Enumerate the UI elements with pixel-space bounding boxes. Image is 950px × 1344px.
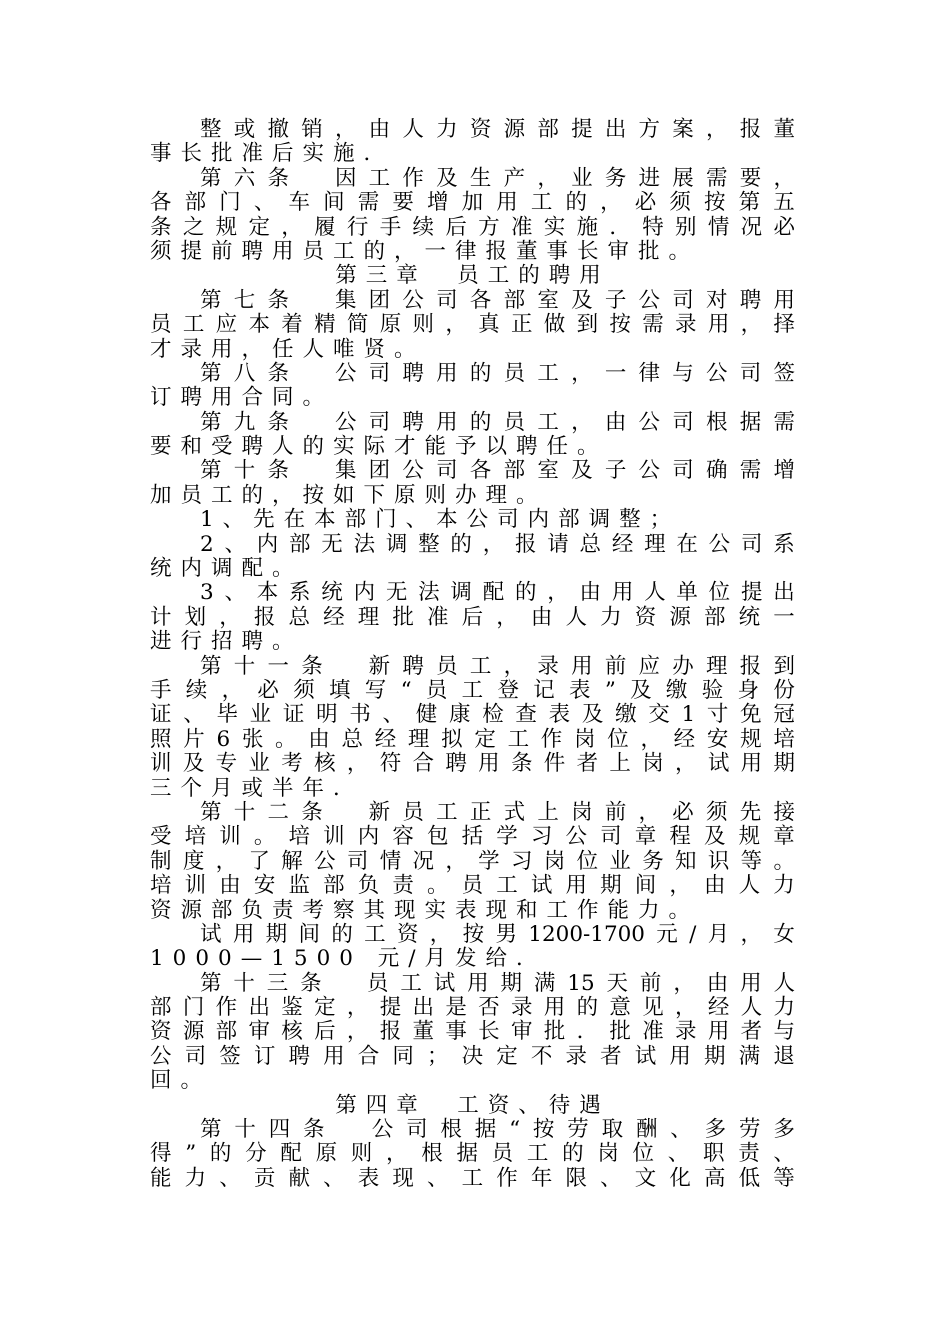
text-line: 第 十 二 条 新 员 工 正 式 上 岗 前 ， 必 须 先 接 bbox=[200, 799, 795, 825]
text-line: 培 训 由 安 监 部 负 责 。 员 工 试 用 期 间 ， 由 人 力 bbox=[150, 873, 795, 899]
text-line: 须提前聘用员工的，一律报董事长审批。 bbox=[150, 238, 700, 264]
text-line: 计 划 ， 报 总 经 理 批 准 后 ， 由 人 力 资 源 部 统 一 bbox=[150, 604, 795, 630]
chapter-heading: 第四章 工资、待遇 bbox=[335, 1092, 610, 1118]
text-line: 照 片 6 张 。 由 总 经 理 拟 定 工 作 岗 位 ， 经 安 规 培 bbox=[150, 726, 795, 752]
text-line: 证 、 毕 业 证 明 书 、 健 康 检 查 表 及 缴 交 1 寸 免 冠 bbox=[150, 702, 795, 728]
text-line: 条 之 规 定 ， 履 行 手 续 后 方 准 实 施 ． 特 别 情 况 必 bbox=[150, 214, 795, 240]
text-line: 第 八 条 公 司 聘 用 的 员 工 ， 一 律 与 公 司 签 bbox=[200, 360, 795, 386]
text-line: 第 十 条 集 团 公 司 各 部 室 及 子 公 司 确 需 增 bbox=[200, 458, 795, 484]
text-line: 订聘用合同。 bbox=[150, 385, 334, 411]
text-line: 第 七 条 集 团 公 司 各 部 室 及 子 公 司 对 聘 用 bbox=[200, 287, 795, 313]
text-line: 事长批准后实施． bbox=[150, 141, 395, 167]
text-line: 2 、 内 部 无 法 调 整 的 ， 报 请 总 经 理 在 公 司 系 bbox=[200, 531, 795, 557]
text-line: 公 司 签 订 聘 用 合 同 ； 决 定 不 录 者 试 用 期 满 退 bbox=[150, 1043, 795, 1069]
text-line: 资 源 部 审 核 后 ， 报 董 事 长 审 批 ． 批 准 录 用 者 与 bbox=[150, 1019, 795, 1045]
text-line: 第 十 一 条 新 聘 员 工 ， 录 用 前 应 办 理 报 到 bbox=[200, 653, 795, 679]
text-line: 三个月或半年． bbox=[150, 775, 364, 801]
text-line: 3 、 本 系 统 内 无 法 调 配 的 ， 由 用 人 单 位 提 出 bbox=[200, 580, 795, 606]
text-line: 手 续 ， 必 须 填 写 “ 员 工 登 记 表 ” 及 缴 验 身 份 bbox=[150, 677, 795, 703]
text-line: 员 工 应 本 着 精 简 原 则 ， 真 正 做 到 按 需 录 用 ， 择 bbox=[150, 312, 795, 338]
text-line: 加员工的，按如下原则办理。 bbox=[150, 482, 547, 508]
text-line: 1000—1500 元/月发给． bbox=[150, 946, 547, 972]
text-line: 受 培 训 。 培 训 内 容 包 括 学 习 公 司 章 程 及 规 章 bbox=[150, 824, 795, 850]
text-line: 得 ” 的 分 配 原 则 ， 根 据 员 工 的 岗 位 、 职 责 、 bbox=[150, 1141, 795, 1167]
text-line: 各 部 门 、 车 间 需 要 增 加 用 工 的 ， 必 须 按 第 五 bbox=[150, 190, 795, 216]
text-line: 能 力 、 贡 献 、 表 现 、 工 作 年 限 、 文 化 高 低 等 bbox=[150, 1165, 795, 1191]
text-line: 进行招聘。 bbox=[150, 629, 303, 655]
document-page bbox=[150, 118, 795, 1191]
text-line: 试 用 期 间 的 工 资 ， 按 男 1200-1700 元 / 月 ， 女 bbox=[200, 921, 795, 947]
text-line: 第 十 三 条 员 工 试 用 期 满 15 天 前 ， 由 用 人 bbox=[200, 970, 795, 996]
text-line: 第 九 条 公 司 聘 用 的 员 工 ， 由 公 司 根 据 需 bbox=[200, 409, 795, 435]
text-line: 要和受聘人的实际才能予以聘任。 bbox=[150, 434, 608, 460]
text-line: 统内调配。 bbox=[150, 556, 303, 582]
text-line: 整 或 撤 销 ， 由 人 力 资 源 部 提 出 方 案 ， 报 董 bbox=[200, 117, 795, 142]
text-line: 才录用，任人唯贤。 bbox=[150, 336, 425, 362]
text-line: 训 及 专 业 考 核 ， 符 合 聘 用 条 件 者 上 岗 ， 试 用 期 bbox=[150, 751, 795, 777]
text-line: 部 门 作 出 鉴 定 ， 提 出 是 否 录 用 的 意 见 ， 经 人 力 bbox=[150, 995, 795, 1021]
text-line: 制 度 ， 了 解 公 司 情 况 ， 学 习 岗 位 业 务 知 识 等 。 bbox=[150, 848, 795, 874]
chapter-heading: 第三章 员工的聘用 bbox=[335, 263, 610, 289]
text-line: 第 十 四 条 公 司 根 据 “ 按 劳 取 酬 、 多 劳 多 bbox=[200, 1117, 795, 1143]
text-line: 资源部负责考察其现实表现和工作能力。 bbox=[150, 897, 700, 923]
text-line: 第 六 条 因 工 作 及 生 产 ， 业 务 进 展 需 要 ， bbox=[200, 165, 795, 191]
text-line: 回。 bbox=[150, 1068, 212, 1094]
text-line: 1、先在本部门、本公司内部调整； bbox=[200, 507, 681, 533]
